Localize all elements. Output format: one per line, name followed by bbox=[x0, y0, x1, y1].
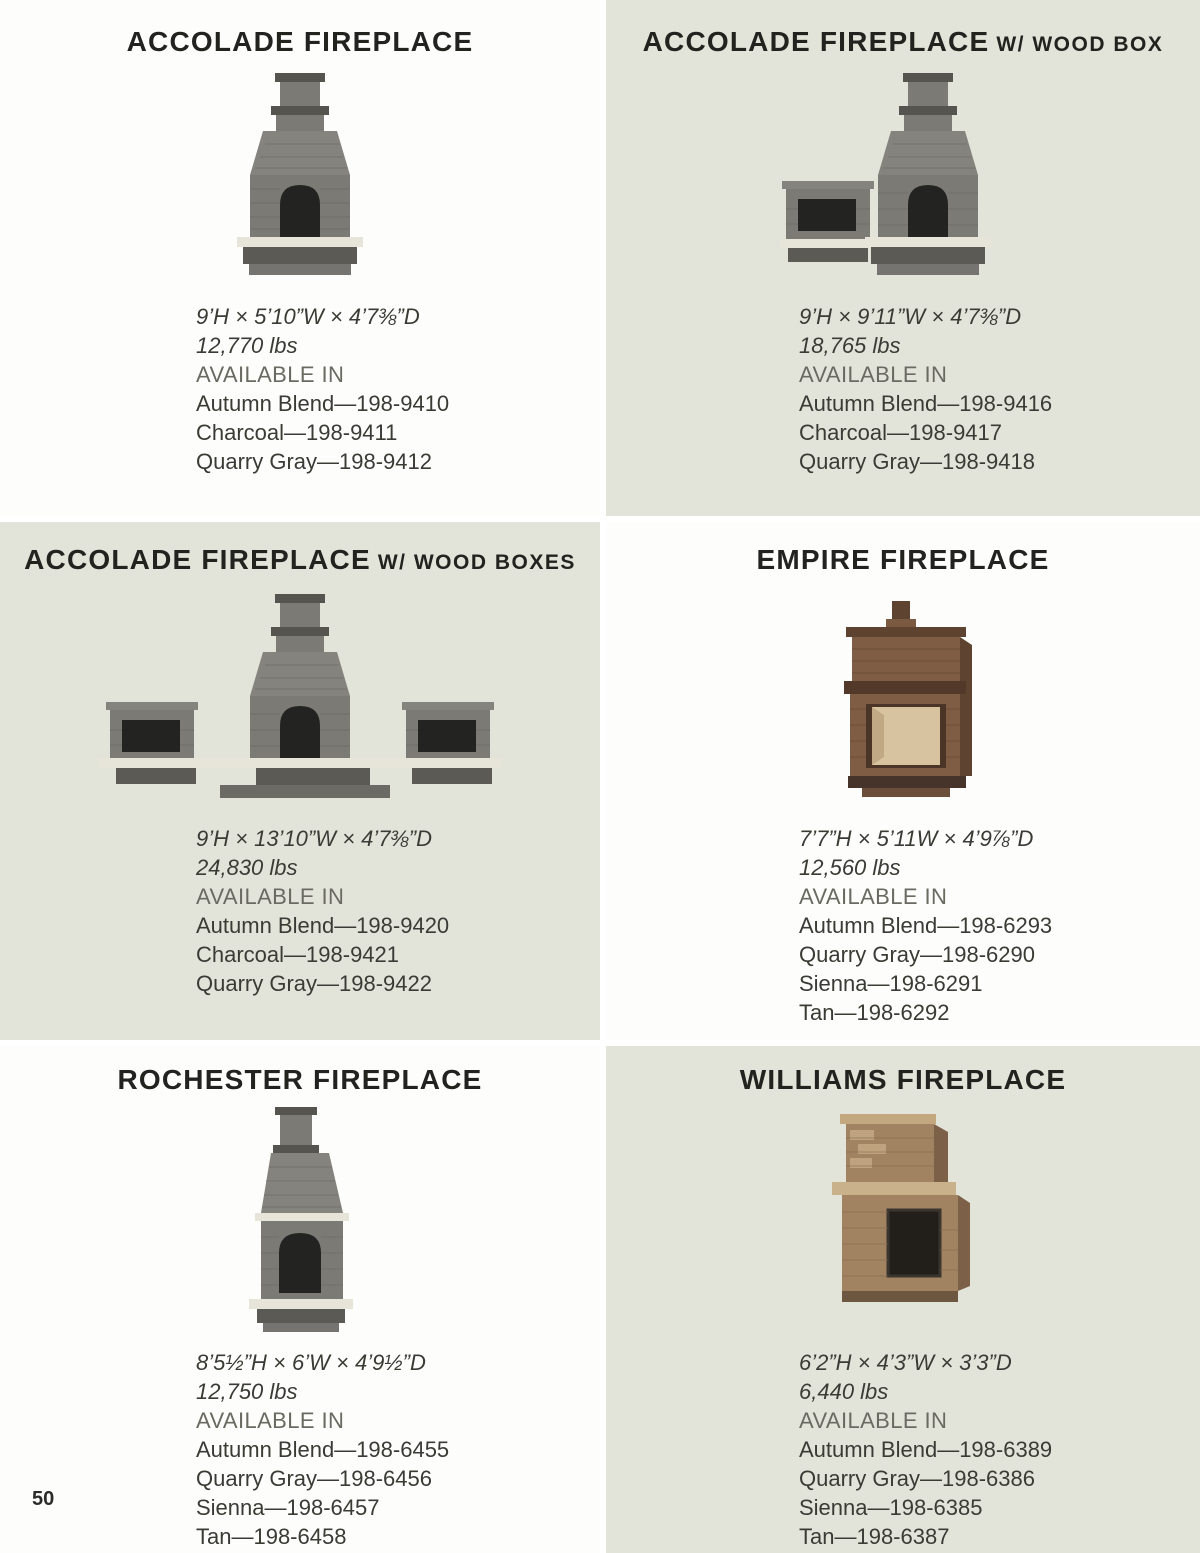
left-wood-box-opening bbox=[122, 720, 180, 752]
rochester-fireplace-image bbox=[205, 1101, 395, 1339]
wood-box-top bbox=[782, 181, 874, 189]
chimney bbox=[273, 1107, 319, 1153]
spec-dimensions: 9’H × 9’11”W × 4’7⅜”D bbox=[799, 304, 1022, 330]
spec-weight: 12,770 lbs bbox=[196, 333, 298, 359]
spec-weight: 6,440 lbs bbox=[799, 1379, 889, 1405]
product-specs bbox=[196, 1348, 468, 1551]
product-card-accolade-wood-boxes bbox=[0, 522, 600, 1040]
product-title-suffix: W/ WOOD BOX bbox=[996, 33, 1164, 56]
color-option: Quarry Gray—198-9422 bbox=[196, 971, 432, 997]
page-number: 50 bbox=[32, 1488, 55, 1510]
product-title-text: EMPIRE FIREPLACE bbox=[756, 544, 1050, 575]
color-option: Quarry Gray—198-6386 bbox=[799, 1466, 1035, 1492]
product-photo bbox=[205, 1098, 395, 1342]
color-option: Autumn Blend—198-9420 bbox=[196, 913, 450, 939]
product-photo bbox=[778, 68, 1028, 290]
color-option: Charcoal—198-9411 bbox=[196, 420, 398, 446]
product-specs bbox=[196, 824, 468, 998]
color-option: Tan—198-6387 bbox=[799, 1524, 950, 1550]
product-title bbox=[643, 26, 1164, 58]
fireplace-base bbox=[243, 247, 357, 264]
front-hearth-step bbox=[220, 785, 390, 798]
fireplace-shoulder bbox=[261, 1153, 343, 1213]
color-option: Sienna—198-6457 bbox=[196, 1495, 380, 1521]
accolade-wood-box-fireplace-image bbox=[778, 69, 1028, 289]
color-option: Charcoal—198-9417 bbox=[799, 420, 1003, 446]
fireplace-base bbox=[257, 1309, 345, 1323]
side-face bbox=[960, 637, 972, 776]
color-option: Sienna—198-6291 bbox=[799, 971, 983, 997]
fireplace-base bbox=[848, 776, 966, 788]
product-title bbox=[756, 544, 1049, 576]
wood-box-hearth bbox=[780, 239, 876, 248]
spec-dimensions: 9’H × 5’10”W × 4’7⅜”D bbox=[196, 304, 420, 330]
chimney-side-face bbox=[934, 1124, 948, 1188]
chimney bbox=[892, 601, 910, 621]
product-card-williams bbox=[606, 1046, 1200, 1553]
right-wood-box-opening bbox=[418, 720, 476, 752]
fireplace-base bbox=[871, 247, 985, 264]
hearth-slab bbox=[249, 1299, 353, 1309]
front-step bbox=[862, 788, 950, 797]
mantel-ledge bbox=[832, 1182, 956, 1195]
color-option: Quarry Gray—198-9412 bbox=[196, 449, 432, 475]
product-title-text: ROCHESTER FIREPLACE bbox=[117, 1064, 483, 1095]
crown-slab bbox=[846, 627, 966, 637]
color-option: Autumn Blend—198-9416 bbox=[799, 391, 1053, 417]
spec-weight: 12,750 lbs bbox=[196, 1379, 298, 1405]
fireplace-base bbox=[842, 1291, 958, 1302]
product-title bbox=[740, 1064, 1066, 1096]
available-in-label: AVAILABLE IN bbox=[196, 362, 345, 388]
product-card-rochester bbox=[0, 1046, 600, 1553]
hearth-slab bbox=[865, 237, 991, 247]
available-in-label: AVAILABLE IN bbox=[799, 884, 948, 910]
williams-fireplace-image bbox=[788, 1100, 1018, 1340]
chimney bbox=[271, 73, 329, 131]
firebox-opening bbox=[280, 706, 320, 758]
product-photo bbox=[80, 588, 520, 814]
upper-body bbox=[852, 637, 960, 681]
product-title-text: ACCOLADE FIREPLACE bbox=[126, 26, 474, 57]
product-title-text: ACCOLADE FIREPLACE bbox=[642, 26, 990, 57]
product-title bbox=[24, 544, 576, 576]
chimney bbox=[899, 73, 957, 131]
mantel-slab bbox=[255, 1213, 349, 1221]
product-photo bbox=[788, 588, 1018, 814]
color-option: Quarry Gray—198-6290 bbox=[799, 942, 1035, 968]
spec-dimensions: 7’7”H × 5’11W × 4’9⅞”D bbox=[799, 826, 1034, 852]
product-title bbox=[127, 26, 474, 58]
mantel-band bbox=[844, 681, 966, 694]
wood-box-base bbox=[788, 248, 868, 262]
available-in-label: AVAILABLE IN bbox=[799, 1408, 948, 1434]
product-photo bbox=[205, 68, 395, 290]
color-option: Quarry Gray—198-9418 bbox=[799, 449, 1035, 475]
accolade-wood-boxes-fireplace-image bbox=[80, 590, 520, 812]
fireplace-plinth bbox=[877, 264, 979, 275]
firebox-side-wall bbox=[872, 707, 884, 765]
color-option: Autumn Blend—198-6455 bbox=[196, 1437, 450, 1463]
available-in-label: AVAILABLE IN bbox=[799, 362, 948, 388]
product-title bbox=[117, 1064, 482, 1096]
color-option: Autumn Blend—198-9410 bbox=[196, 391, 450, 417]
firebox-opening bbox=[888, 1210, 940, 1276]
color-option: Tan—198-6458 bbox=[196, 1524, 347, 1550]
product-card-accolade bbox=[0, 0, 600, 516]
product-title-text: ACCOLADE FIREPLACE bbox=[24, 544, 371, 575]
left-wood-box-base bbox=[116, 768, 196, 784]
available-in-label: AVAILABLE IN bbox=[196, 884, 345, 910]
product-specs bbox=[799, 824, 1071, 1027]
left-wood-box-top bbox=[106, 702, 198, 710]
color-option: Quarry Gray—198-6456 bbox=[196, 1466, 432, 1492]
fireplace-base bbox=[256, 768, 370, 785]
wood-box-opening bbox=[798, 199, 856, 231]
color-option: Sienna—198-6385 bbox=[799, 1495, 983, 1521]
product-card-accolade-wood-box bbox=[606, 0, 1200, 516]
empire-fireplace-image bbox=[788, 589, 1018, 814]
spec-weight: 24,830 lbs bbox=[196, 855, 298, 881]
available-in-label: AVAILABLE IN bbox=[196, 1408, 345, 1434]
color-option: Autumn Blend—198-6389 bbox=[799, 1437, 1053, 1463]
product-specs bbox=[799, 302, 1071, 476]
firebox-opening bbox=[908, 185, 948, 237]
product-card-empire bbox=[606, 522, 1200, 1040]
fireplace-plinth bbox=[263, 1323, 339, 1332]
spec-weight: 18,765 lbs bbox=[799, 333, 901, 359]
firebox-opening bbox=[280, 185, 320, 237]
product-photo bbox=[788, 1098, 1018, 1342]
product-title-text: WILLIAMS FIREPLACE bbox=[739, 1064, 1067, 1095]
chimney bbox=[271, 594, 329, 652]
chimney-cap bbox=[840, 1114, 936, 1124]
body-side-face bbox=[958, 1195, 970, 1291]
right-wood-box-top bbox=[402, 702, 494, 710]
spec-dimensions: 8’5½”H × 6’W × 4’9½”D bbox=[196, 1350, 426, 1376]
spec-dimensions: 9’H × 13’10”W × 4’7⅜”D bbox=[196, 826, 432, 852]
chimney-cap bbox=[886, 619, 916, 627]
spec-weight: 12,560 lbs bbox=[799, 855, 901, 881]
color-option: Tan—198-6292 bbox=[799, 1000, 950, 1026]
accolade-fireplace-image bbox=[205, 69, 395, 289]
product-specs bbox=[196, 302, 468, 476]
hearth-slab bbox=[237, 237, 363, 247]
hearth-slab bbox=[98, 758, 502, 768]
spec-dimensions: 6’2”H × 4’3”W × 3’3”D bbox=[799, 1350, 1012, 1376]
firebox-opening bbox=[279, 1233, 321, 1293]
color-option: Autumn Blend—198-6293 bbox=[799, 913, 1053, 939]
right-wood-box-base bbox=[412, 768, 492, 784]
product-title-suffix: W/ WOOD BOXES bbox=[377, 551, 576, 574]
fireplace-plinth bbox=[249, 264, 351, 275]
product-specs bbox=[799, 1348, 1071, 1551]
color-option: Charcoal—198-9421 bbox=[196, 942, 400, 968]
